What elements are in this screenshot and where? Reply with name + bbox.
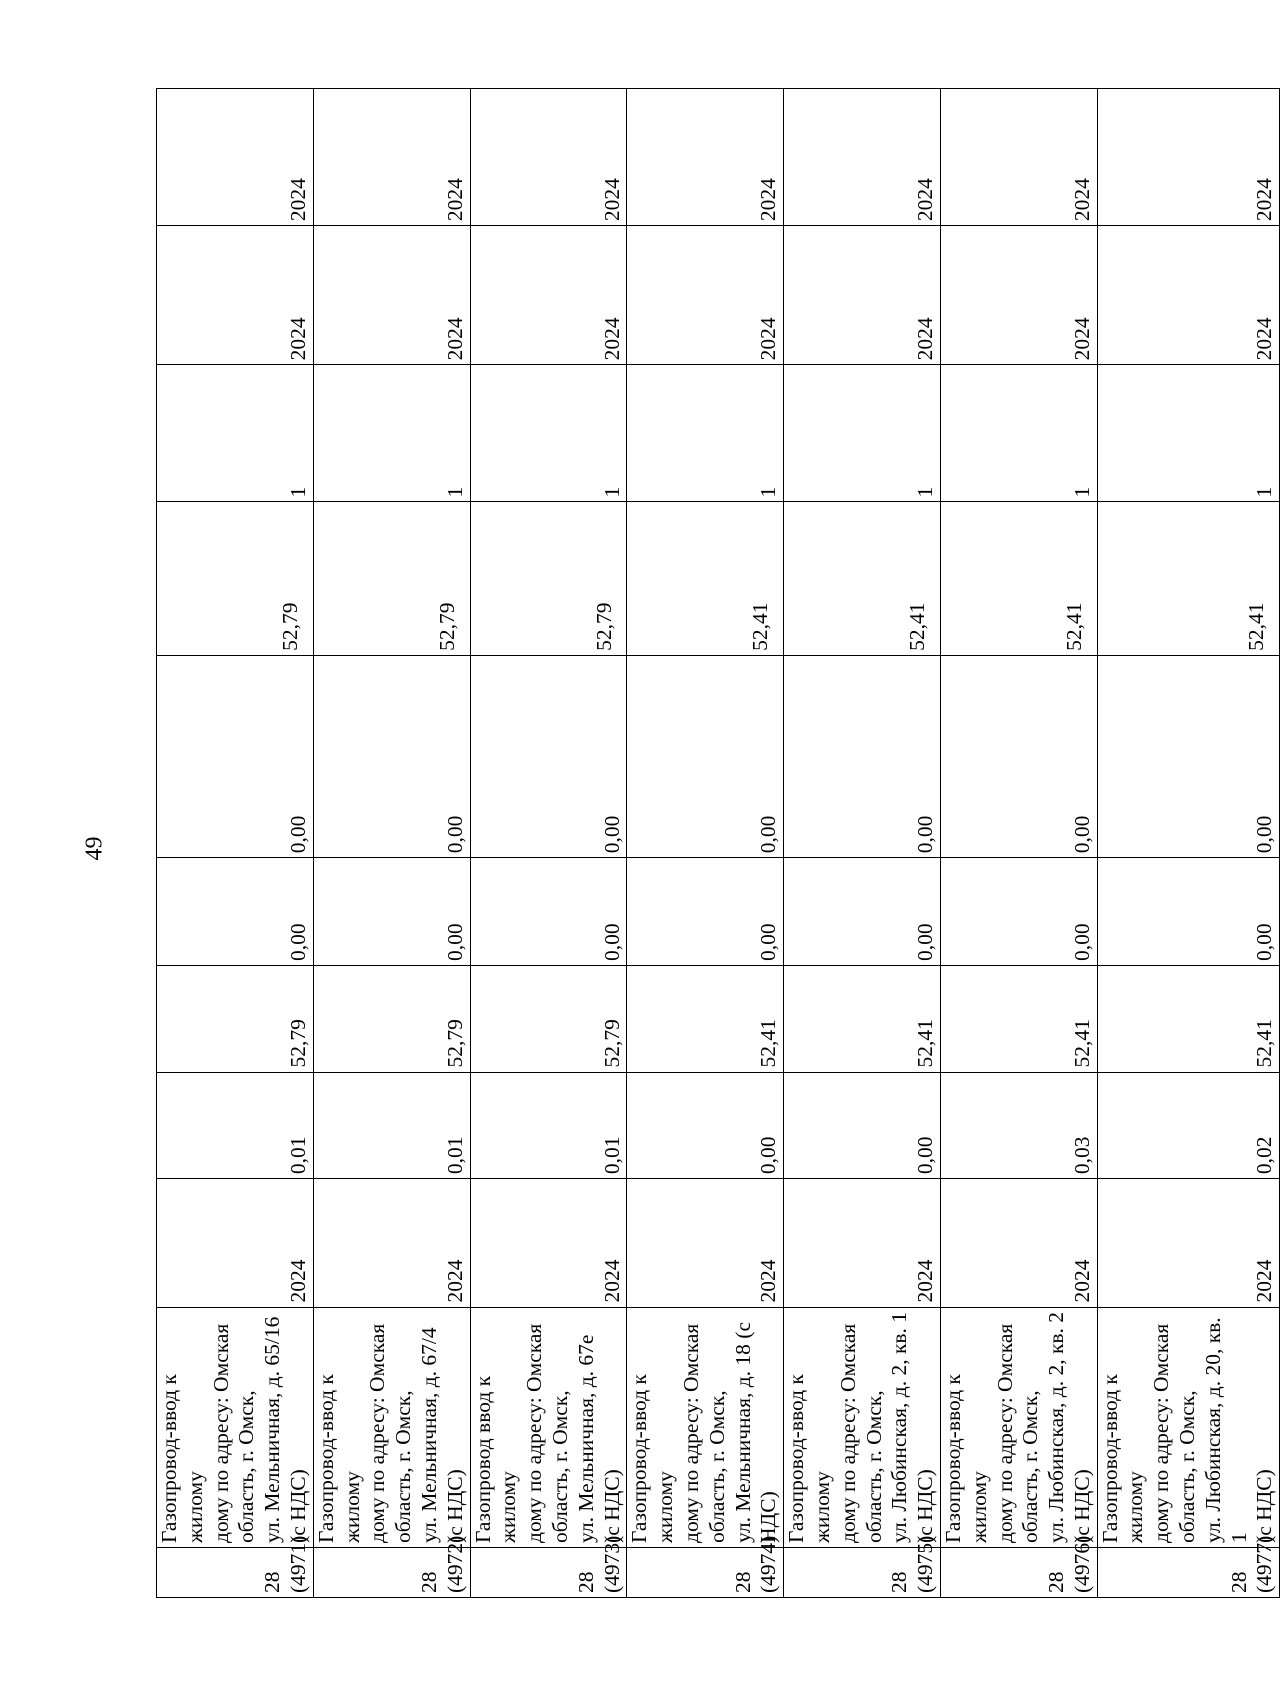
year: 2024 bbox=[756, 1259, 781, 1303]
value-5-cell bbox=[313, 502, 470, 655]
year-2-cell bbox=[1097, 226, 1280, 365]
year-2: 2024 bbox=[756, 317, 781, 361]
value-3-cell bbox=[313, 858, 470, 966]
table-body bbox=[157, 89, 1280, 1598]
object-name-line: область, г. Омск, bbox=[391, 1390, 416, 1543]
row-number: 28 bbox=[416, 1571, 441, 1593]
value-3-cell bbox=[470, 858, 627, 966]
value-5: 52,79 bbox=[591, 602, 616, 651]
object-name-cell bbox=[1097, 1307, 1280, 1547]
value-5: 52,79 bbox=[277, 602, 302, 651]
year: 2024 bbox=[1069, 1259, 1094, 1303]
value-1-cell bbox=[940, 1072, 1097, 1179]
value-5: 52,41 bbox=[748, 602, 773, 651]
object-name-line: ул. Любинская, д. 2, кв. 2 bbox=[1044, 1311, 1069, 1543]
value-2: 52,41 bbox=[756, 1019, 781, 1068]
object-name-line: ул. Мельничная, д. 67е bbox=[573, 1334, 598, 1543]
object-name-cell bbox=[784, 1307, 941, 1547]
row-code: (4972) bbox=[442, 1535, 467, 1593]
object-name-line: область, г. Омск, bbox=[234, 1390, 259, 1543]
value-5: 52,41 bbox=[1244, 602, 1269, 651]
row-number-cell bbox=[313, 1535, 470, 1597]
object-name-cell bbox=[157, 1307, 314, 1547]
year-2-cell bbox=[940, 226, 1097, 365]
value-5-cell bbox=[157, 502, 314, 655]
units: 1 bbox=[1069, 486, 1094, 498]
value-4: 0,00 bbox=[285, 815, 310, 854]
table-rotation-wrapper bbox=[156, 88, 1277, 1598]
object-name-line: область, г. Омск, bbox=[1018, 1390, 1043, 1543]
value-2: 52,79 bbox=[442, 1019, 467, 1068]
value-3: 0,00 bbox=[442, 923, 467, 961]
value-1: 0,01 bbox=[599, 1136, 624, 1175]
year-cell bbox=[313, 1179, 470, 1307]
object-name-line: Газопровод-ввод к жилому bbox=[157, 1374, 207, 1543]
year-2: 2024 bbox=[599, 317, 624, 361]
value-2: 52,79 bbox=[599, 1019, 624, 1068]
row-code: (4973) bbox=[599, 1535, 624, 1593]
year-3: 2024 bbox=[756, 178, 781, 222]
value-4-cell bbox=[313, 655, 470, 857]
value-1-cell bbox=[157, 1072, 314, 1179]
value-5-cell bbox=[470, 502, 627, 655]
units: 1 bbox=[442, 486, 467, 498]
year-2-cell bbox=[157, 226, 314, 365]
year-2-cell bbox=[784, 226, 941, 365]
value-5-cell bbox=[940, 502, 1097, 655]
year-cell bbox=[940, 1179, 1097, 1307]
year-cell bbox=[627, 1179, 784, 1307]
row-code: (4976) bbox=[1069, 1535, 1094, 1593]
object-name-line: дому по адресу: Омская bbox=[835, 1323, 860, 1543]
value-4: 0,00 bbox=[599, 815, 624, 854]
value-5-cell bbox=[627, 502, 784, 655]
object-name-line: Газопровод-ввод к жилому bbox=[313, 1374, 364, 1543]
year: 2024 bbox=[1252, 1259, 1277, 1303]
table-row bbox=[1097, 89, 1280, 1598]
object-name-line: (с НДС) bbox=[1069, 1469, 1094, 1543]
units-cell bbox=[940, 365, 1097, 502]
year-3-cell bbox=[313, 89, 470, 226]
table-row bbox=[784, 89, 941, 1598]
units: 1 bbox=[1252, 486, 1277, 498]
value-2-cell bbox=[470, 965, 627, 1072]
object-name-line: дому по адресу: Омская bbox=[208, 1323, 233, 1543]
table-row bbox=[313, 89, 470, 1598]
object-name-line: дому по адресу: Омская bbox=[1149, 1323, 1174, 1543]
object-name-line: Газопровод ввод к жилому bbox=[470, 1375, 521, 1543]
value-1-cell bbox=[627, 1072, 784, 1179]
object-name-line: область, г. Омск, bbox=[704, 1390, 729, 1543]
row-number-cell bbox=[470, 1535, 627, 1597]
value-5: 52,79 bbox=[434, 602, 459, 651]
value-4: 0,00 bbox=[1069, 815, 1094, 854]
year-2: 2024 bbox=[285, 317, 310, 361]
units-cell bbox=[313, 365, 470, 502]
year-3-cell bbox=[784, 89, 941, 226]
year-2: 2024 bbox=[913, 317, 938, 361]
units-cell bbox=[470, 365, 627, 502]
year-cell bbox=[157, 1179, 314, 1307]
year: 2024 bbox=[599, 1259, 624, 1303]
value-3: 0,00 bbox=[756, 923, 781, 961]
row-number: 28 bbox=[573, 1571, 598, 1593]
row-code: (4977) bbox=[1252, 1535, 1277, 1593]
year-3: 2024 bbox=[913, 178, 938, 222]
row-number: 28 bbox=[887, 1571, 912, 1593]
units-cell bbox=[157, 365, 314, 502]
value-4-cell bbox=[157, 655, 314, 857]
value-1-cell bbox=[470, 1072, 627, 1179]
value-2-cell bbox=[940, 965, 1097, 1072]
table-row bbox=[627, 89, 784, 1598]
value-3-cell bbox=[627, 858, 784, 966]
value-3-cell bbox=[1097, 858, 1280, 966]
value-2: 52,79 bbox=[285, 1019, 310, 1068]
year-3-cell bbox=[940, 89, 1097, 226]
units-cell bbox=[1097, 365, 1280, 502]
year-3: 2024 bbox=[285, 178, 310, 222]
object-name-line: (с НДС) bbox=[599, 1469, 624, 1543]
object-name-line: ул. Любинская, д. 2, кв. 1 bbox=[887, 1311, 912, 1543]
value-1: 0,01 bbox=[442, 1136, 467, 1175]
value-4: 0,00 bbox=[913, 815, 938, 854]
units: 1 bbox=[285, 486, 310, 498]
object-name-line: (с НДС) bbox=[913, 1469, 938, 1543]
value-1: 0,03 bbox=[1069, 1136, 1094, 1175]
year: 2024 bbox=[913, 1259, 938, 1303]
object-name-line: (с НДС) bbox=[442, 1469, 467, 1543]
year-2: 2024 bbox=[1252, 317, 1277, 361]
value-1-cell bbox=[1097, 1072, 1280, 1179]
row-code: (4975) bbox=[913, 1535, 938, 1593]
value-3: 0,00 bbox=[285, 923, 310, 961]
year-3: 2024 bbox=[599, 178, 624, 222]
year-3-cell bbox=[157, 89, 314, 226]
object-name-cell bbox=[940, 1307, 1097, 1547]
value-2-cell bbox=[1097, 965, 1280, 1072]
value-3-cell bbox=[784, 858, 941, 966]
value-3: 0,00 bbox=[1069, 923, 1094, 961]
object-name-line: ул. Мельничная, д. 18 (с НДС) bbox=[730, 1321, 781, 1543]
row-number-cell bbox=[627, 1535, 784, 1597]
year-3: 2024 bbox=[1069, 178, 1094, 222]
value-4-cell bbox=[470, 655, 627, 857]
object-name-line: (с НДС) bbox=[1252, 1469, 1277, 1543]
units: 1 bbox=[756, 486, 781, 498]
value-4: 0,00 bbox=[442, 815, 467, 854]
object-name-cell bbox=[470, 1307, 627, 1547]
year-2-cell bbox=[313, 226, 470, 365]
table-row bbox=[157, 89, 314, 1598]
year-2-cell bbox=[627, 226, 784, 365]
year-3: 2024 bbox=[442, 178, 467, 222]
year: 2024 bbox=[442, 1259, 467, 1303]
year: 2024 bbox=[285, 1259, 310, 1303]
value-5: 52,41 bbox=[905, 602, 930, 651]
table-row bbox=[470, 89, 627, 1598]
value-3: 0,00 bbox=[1252, 923, 1277, 961]
row-number: 28 bbox=[730, 1571, 755, 1593]
value-1-cell bbox=[313, 1072, 470, 1179]
year-3-cell bbox=[627, 89, 784, 226]
value-5: 52,41 bbox=[1061, 602, 1086, 651]
object-name-line: дому по адресу: Омская bbox=[365, 1323, 390, 1543]
year-3: 2024 bbox=[1252, 178, 1277, 222]
object-name-line: Газопровод-ввод к жилому bbox=[627, 1374, 678, 1543]
value-1: 0,02 bbox=[1252, 1136, 1277, 1175]
units: 1 bbox=[599, 486, 624, 498]
object-name-line: Газопровод-ввод к жилому bbox=[940, 1374, 991, 1543]
object-name-line: область, г. Омск, bbox=[1175, 1390, 1200, 1543]
object-name-line: ул. Любинская, д. 20, кв. 1 bbox=[1200, 1317, 1251, 1543]
year-cell bbox=[1097, 1179, 1280, 1307]
row-number: 28 bbox=[1226, 1571, 1251, 1593]
page-number: 49 bbox=[81, 836, 108, 861]
value-4: 0,00 bbox=[756, 815, 781, 854]
value-2: 52,41 bbox=[1252, 1019, 1277, 1068]
object-name-line: ул. Мельничная, д. 65/16 bbox=[260, 1316, 285, 1543]
year-cell bbox=[470, 1179, 627, 1307]
value-3: 0,00 bbox=[599, 923, 624, 961]
value-3: 0,00 bbox=[913, 923, 938, 961]
value-1: 0,00 bbox=[913, 1136, 938, 1175]
object-name-line: (с НДС) bbox=[285, 1469, 310, 1543]
value-4-cell bbox=[627, 655, 784, 857]
table-row bbox=[940, 89, 1097, 1598]
value-4-cell bbox=[940, 655, 1097, 857]
value-2-cell bbox=[627, 965, 784, 1072]
value-1: 0,00 bbox=[756, 1136, 781, 1175]
object-name-cell bbox=[627, 1307, 784, 1547]
value-5-cell bbox=[1097, 502, 1280, 655]
year-3-cell bbox=[1097, 89, 1280, 226]
value-2-cell bbox=[784, 965, 941, 1072]
value-2: 52,41 bbox=[1069, 1019, 1094, 1068]
year-3-cell bbox=[470, 89, 627, 226]
value-5-cell bbox=[784, 502, 941, 655]
row-number-cell bbox=[1097, 1535, 1280, 1597]
object-name-line: дому по адресу: Омская bbox=[522, 1323, 547, 1543]
value-1-cell bbox=[784, 1072, 941, 1179]
row-code: (4971) bbox=[285, 1535, 310, 1593]
object-name-line: дому по адресу: Омская bbox=[992, 1323, 1017, 1543]
object-name-line: область, г. Омск, bbox=[547, 1390, 572, 1543]
object-name-line: дому по адресу: Омская bbox=[678, 1323, 703, 1543]
row-number: 28 bbox=[260, 1571, 285, 1593]
year-2: 2024 bbox=[1069, 317, 1094, 361]
year-2: 2024 bbox=[442, 317, 467, 361]
row-number: 28 bbox=[1044, 1571, 1069, 1593]
value-4-cell bbox=[784, 655, 941, 857]
year-2-cell bbox=[470, 226, 627, 365]
row-number-cell bbox=[784, 1535, 941, 1597]
object-name-line: ул. Мельничная, д. 67/4 bbox=[416, 1327, 441, 1543]
data-table bbox=[156, 88, 1280, 1598]
value-2-cell bbox=[157, 965, 314, 1072]
units: 1 bbox=[913, 486, 938, 498]
row-number-cell bbox=[940, 1535, 1097, 1597]
object-name-line: область, г. Омск, bbox=[861, 1390, 886, 1543]
row-number-cell bbox=[157, 1535, 314, 1597]
units-cell bbox=[627, 365, 784, 502]
object-name-line: Газопровод-ввод к жилому bbox=[1097, 1374, 1148, 1543]
value-1: 0,01 bbox=[285, 1136, 310, 1175]
value-4-cell bbox=[1097, 655, 1280, 857]
value-2-cell bbox=[313, 965, 470, 1072]
object-name-cell bbox=[313, 1307, 470, 1547]
object-name-line: Газопровод-ввод к жилому bbox=[784, 1374, 834, 1543]
year-cell bbox=[784, 1179, 941, 1307]
value-3-cell bbox=[940, 858, 1097, 966]
row-code: (4974) bbox=[756, 1535, 781, 1593]
value-3-cell bbox=[157, 858, 314, 966]
value-2: 52,41 bbox=[913, 1019, 938, 1068]
units-cell bbox=[784, 365, 941, 502]
value-4: 0,00 bbox=[1252, 815, 1277, 854]
